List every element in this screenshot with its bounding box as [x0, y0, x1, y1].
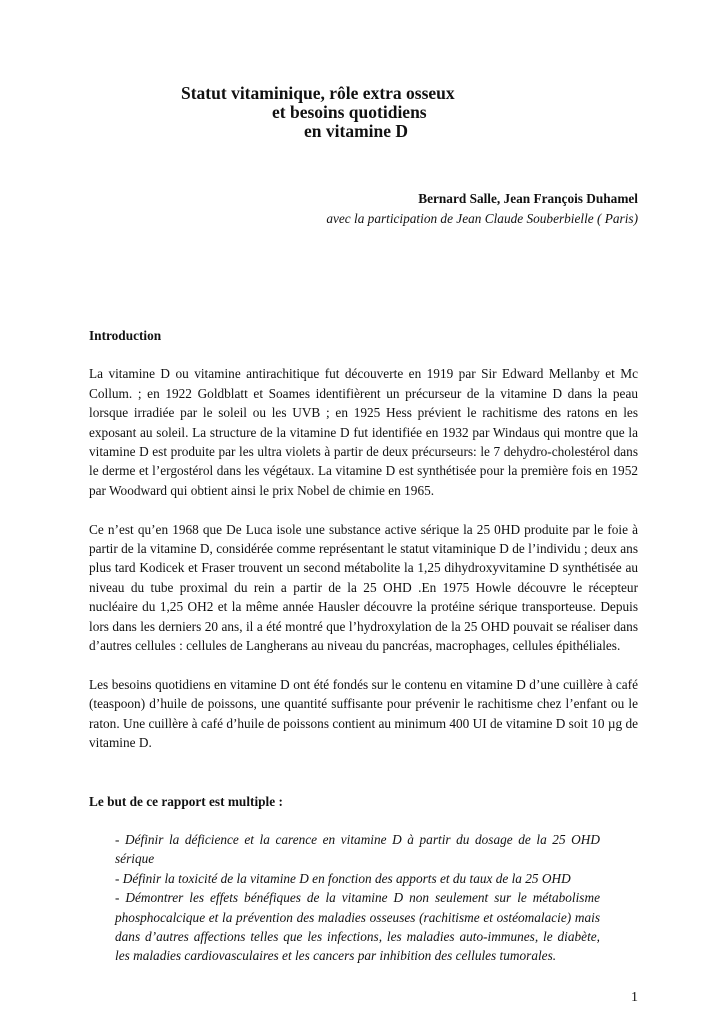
paragraph: Les besoins quotidiens en vitamine D ont été fondés sur le contenu en vitamine D d’une cuillère à café (teaspoon) d’huile de poissons, une quantité suffisante pour prévenir le rachitisme chez l’enfant ou le raton. Une cuillère à café d’huile de poissons contient au minimum 400 UI de vitamine D soit 10 µg de vitamine D. — [89, 676, 639, 751]
title-line-2: et besoins quotidiens — [272, 102, 427, 122]
title-line-3: en vitamine D — [304, 121, 409, 141]
document-body — [89, 326, 638, 966]
list-item: - Démontrer les effets bénéfiques de la vitamine D non seulement sur le métabolisme phosphocalcique et la prévention des maladies osseuses (rachitisme et ostéomalacie) mais dans d’autres affections telles que les infections, les maladies auto-immunes, le diabète, les maladies cardiovasculaires et les cancers par inhibition des cellules tumorales. — [115, 890, 600, 964]
list-item: - Définir la toxicité de la vitamine D en fonction des apports et du taux de la 25 OHD — [115, 870, 571, 886]
list-item: - Définir la déficience et la carence en vitamine D à partir du dosage de la 25 OHD sérique — [115, 831, 600, 867]
introduction-heading: Introduction — [89, 328, 162, 343]
paragraph: La vitamine D ou vitamine antirachitique fut découverte en 1919 par Sir Edward Mellanby et Mc Collum. ; en 1922 Goldblatt et Soames identifièrent un précurseur de la vitamine D dans la peau lorsque irradiée par le soleil ou les UVB ; en 1925 Hess prévient le rachitisme des ratons en les exposant au soleil. La structure de la vitamine D fut identifiée en 1932 par Windaus qui montre que la vitamine D est produite par les ultra violets à partir de deux précurseurs: le 7 dehydro-cholestérol dans le derme et l’ergostérol dans les végétaux. La vitamine D est synthétisée pour la première fois en 1952 par Woodward qui obtient ainsi le prix Nobel de chimie en 1965. — [89, 366, 638, 498]
document-title — [0, 84, 724, 141]
goals-heading: Le but de ce rapport est multiple : — [89, 793, 283, 809]
paragraph: Ce n’est qu’en 1968 que De Luca isole une substance active sérique la 25 0HD produite par le foie à partir de la vitamine D, considérée comme représentant le statut vitaminique D de l’individu ; deux ans plus tard Kodicek et Fraser trouvent un second métabolite la 1,25 dihydroxyvitamine D synthétisée au niveau du tube proximal du rein a partir de la 25 OHD .En 1975 Howle découvre le récepteur nucléaire du 1,25 OH2 et la même année Hausler découvre la protéine sérique transporteuse. Depuis lors dans les derniers 20 ans, il a été montré que l’hydroxylation de la 25 OHD pouvait se réaliser dans d’autres cellules : cellules de Langherans au niveau du pancréas, macrophages, cellules épithéliales. — [89, 521, 638, 654]
collaboration-note: avec la participation de Jean Claude Souberbielle ( Paris) — [326, 211, 638, 226]
author-block — [326, 189, 638, 229]
authors: Bernard Salle, Jean François Duhamel — [418, 191, 638, 206]
page-number: 1 — [631, 990, 638, 1005]
goals-list — [89, 830, 600, 966]
title-line-1: Statut vitaminique, rôle extra osseux — [181, 83, 455, 103]
